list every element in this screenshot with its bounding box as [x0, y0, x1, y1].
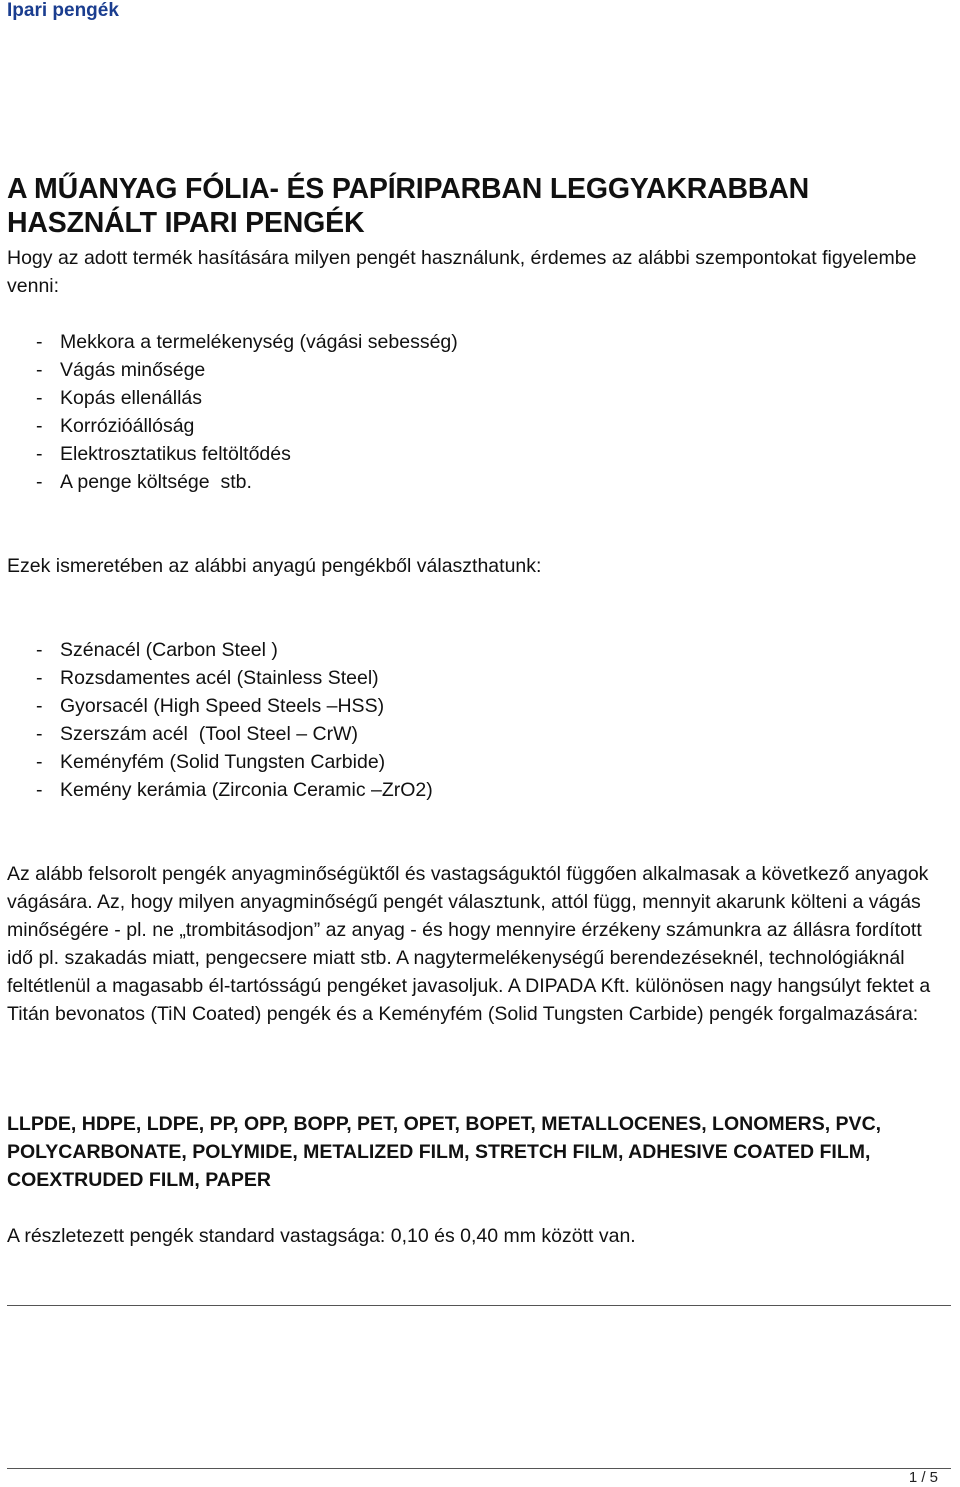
list-item: [36, 356, 458, 384]
list-item-text: Szénacél (Carbon Steel ): [60, 639, 278, 661]
list-dash: -: [36, 723, 43, 745]
list-item: [36, 664, 433, 692]
list-dash: -: [36, 387, 43, 409]
list-item-text: Keményfém (Solid Tungsten Carbide): [60, 751, 386, 773]
list-item-text: Gyorsacél (High Speed Steels –HSS): [60, 695, 385, 717]
list-item: [36, 468, 458, 496]
list-item-text: A penge költsége stb.: [60, 471, 252, 493]
list-item: [36, 412, 458, 440]
list-item: [36, 384, 458, 412]
list-item-text: Rozsdamentes acél (Stainless Steel): [60, 667, 379, 689]
list-dash: -: [36, 751, 43, 773]
list-item-text: Elektrosztatikus feltöltődés: [60, 443, 291, 465]
list-dash: -: [36, 359, 43, 381]
list-dash: -: [36, 779, 43, 801]
list-item: [36, 720, 433, 748]
list-item-text: Korrózióállóság: [60, 415, 195, 437]
thickness-note: A részletezett pengék standard vastagsága: 0,10 és 0,40 mm között van.: [7, 1225, 636, 1247]
film-materials-list: LLPDE, HDPE, LDPE, PP, OPP, BOPP, PET, OPET, BOPET, METALLOCENES, LONOMERS, PVC, POLYCARBONATE, POLYMIDE, METALIZED FILM, STRETCH FILM, ADHESIVE COATED FILM, COEXTRUDED FILM, PAPER: [7, 1113, 882, 1191]
list-dash: -: [36, 471, 43, 493]
list-item: [36, 748, 433, 776]
list-dash: -: [36, 695, 43, 717]
body-paragraph: [7, 860, 952, 1028]
materials-intro: Ezek ismeretében az alábbi anyagú pengékből választhatunk:: [7, 555, 542, 577]
list-dash: -: [36, 331, 43, 353]
list-dash: -: [36, 415, 43, 437]
footer-divider-bottom: [7, 1468, 951, 1469]
criteria-list: [36, 328, 458, 496]
page-number: 1 / 5: [908, 1469, 938, 1486]
materials-list: [36, 636, 433, 804]
list-item-text: Kopás ellenállás: [60, 387, 203, 409]
list-item-text: Kemény kerámia (Zirconia Ceramic –ZrO2): [60, 779, 433, 801]
document-title: Ipari pengék: [7, 0, 119, 21]
list-dash: -: [36, 443, 43, 465]
list-item: [36, 440, 458, 468]
footer-divider-top: [7, 1305, 951, 1306]
list-item: [36, 328, 458, 356]
main-heading: A MŰANYAG FÓLIA- ÉS PAPÍRIPARBAN LEGGYAKRABBAN HASZNÁLT IPARI PENGÉK: [7, 173, 810, 239]
list-item-text: Vágás minősége: [60, 359, 206, 381]
list-item-text: Szerszám acél (Tool Steel – CrW): [60, 723, 358, 745]
list-dash: -: [36, 639, 43, 661]
intro-paragraph: Hogy az adott termék hasítására milyen pengét használunk, érdemes az alábbi szempontokat figyelembe venni:: [7, 247, 917, 297]
body-paragraph-text: Az alább felsorolt pengék anyagminőségüktől és vastagságuktól függően alkalmasak a következő anyagok vágására. Az, hogy milyen anyagminőségű pengét választunk, attól függ, mennyit akarunk költeni a vágás minőségére - pl. ne „trombitásodjon” az anyag - és hogy mennyire érzékeny számunkra az állásra fordított idő pl. szakadás miatt, pengecsere miatt stb. A nagytermelékenységű berendezéseknél, technológiáknál feltétlenül a magasabb él-tartósságú pengéket javasoljuk. A DIPADA Kft. különösen nagy hangsúlyt fektet a Titán bevonatos (TiN Coated) pengék és a Keményfém (Solid Tungsten Carbide) pengék forgalmazására:: [7, 863, 931, 1025]
list-item: [36, 636, 433, 664]
list-dash: -: [36, 667, 43, 689]
list-item: [36, 776, 433, 804]
list-item-text: Mekkora a termelékenység (vágási sebesség): [60, 331, 458, 353]
list-item: [36, 692, 433, 720]
